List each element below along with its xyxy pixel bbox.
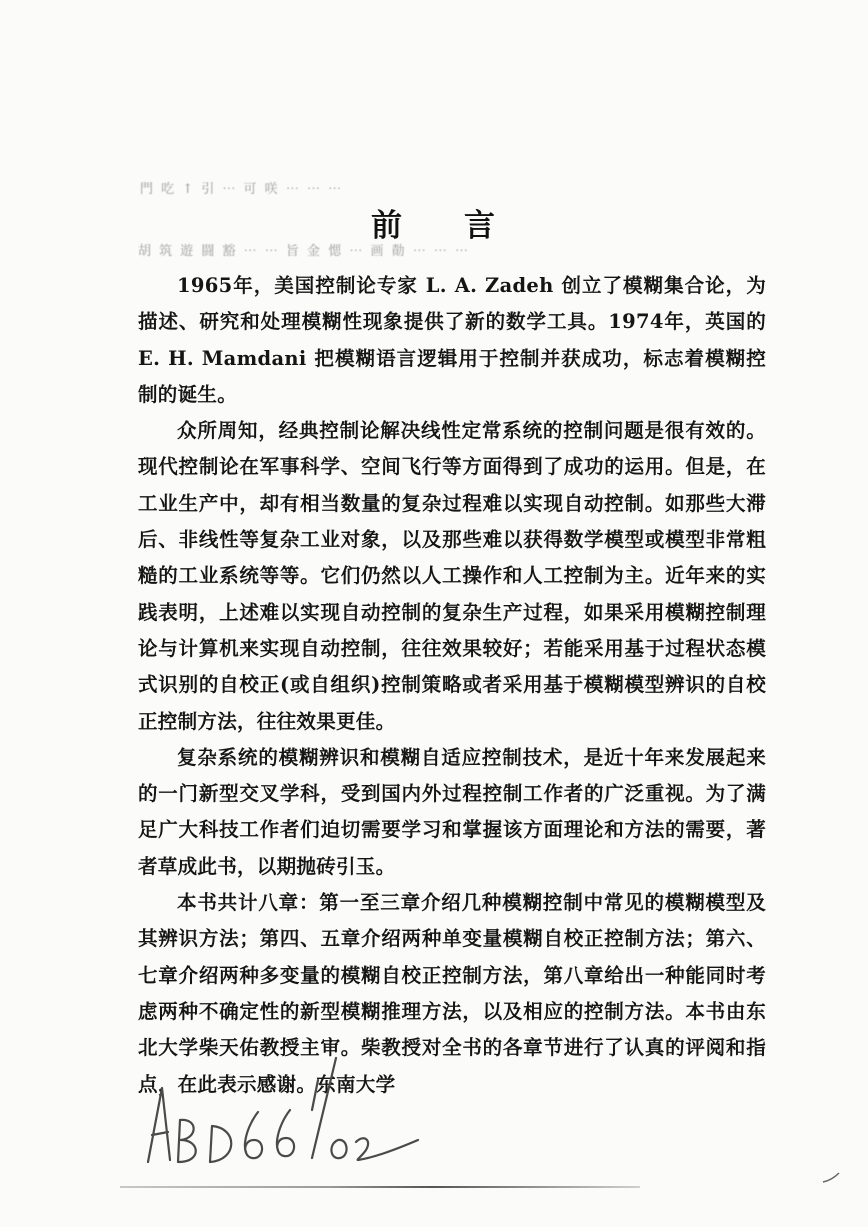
show-through-text-bottom: 胡 筑 遊 闘 豁 ⋯ ⋯ 旨 金 愢 ⋯ 画 勣 ⋯ ⋯ ⋯ [138,244,470,259]
paragraph-2: 众所周知，经典控制论解决线性定常系统的控制问题是很有效的。现代控制论在军事科学、空间飞行等方面得到了成功的运用。但是，在工业生产中，却有相当数量的复杂过程难以实现自动控制。如那些大滞后、非线性等复杂工业对象，以及那些难以获得数学模型或模型非常粗糙的工业系统等等。它们仍然以人工操作和人工控制为主。近年来的实践表明，上述难以实现自动控制的复杂生产过程，如果采用模糊控制理论与计算机来实现自动控制，往往效果较好；若能采用基于过程状态模式识别的自校正(或自组织)控制策略或者采用基于模糊模型辨识的自校正控制方法，往往效果更佳。 [138,419,766,733]
handwritten-call-number-drawing [140,1040,440,1170]
paragraph-3: 复杂系统的模糊辨识和模糊自适应控制技术，是近十年来发展起来的一门新型交叉学科，受到国内外过程控制工作者的广泛重视。为了满足广大科技工作者们迫切需要学习和掌握该方面理论和方法的需要，著者草成此书，以期抛砖引玉。 [138,745,766,878]
title-char-1: 前 [371,208,404,244]
show-through-text-top: 門 吃 ↑ 引 ⋯ 可 咲 ⋯ ⋯ ⋯ [140,182,344,197]
paragraph-1: 1965年，美国控制论专家 L. A. Zadeh 创立了模糊集合论，为描述、研究和处理模糊性现象提供了新的数学工具。1974年，英国的 E. H. Mamdani 把模糊语言逻辑用于控制并获成功，标志着模糊控制的诞生。 [138,274,766,406]
title-char-2: 言 [464,208,497,244]
scan-edge-line [120,1186,640,1188]
page-title [0,200,868,245]
paragraph-4: 本书共计八章：第一至三章介绍几种模糊控制中常见的模糊模型及其辨识方法；第四、五章介绍两种单变量模糊自校正控制方法；第六、七章介绍两种多变量的模糊自校正控制方法，第八章给出一种能同时考虑两种不确定性的新型模糊推理方法，以及相应的控制方法。本书由东北大学柴天佑教授主审。柴教授对全书的各章节进行了认真的评阅和指点，在此表示感谢。东南大学 [138,891,766,1096]
body-text [138,268,766,1103]
handwritten-call-number [140,1040,440,1170]
scan-mark [822,1172,840,1184]
